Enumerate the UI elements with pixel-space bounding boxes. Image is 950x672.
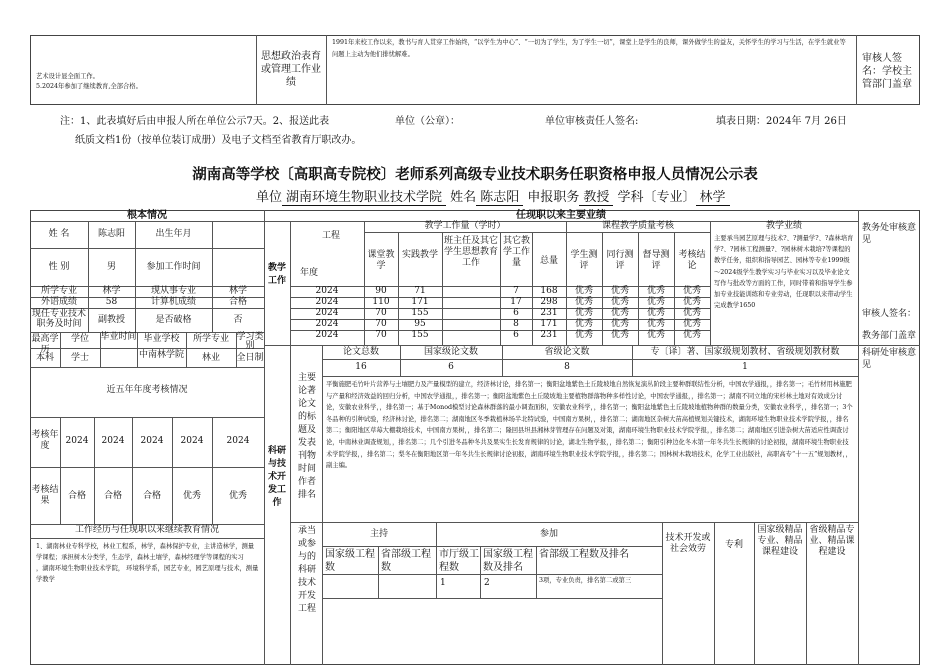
teach-cell-r0-c9: 优秀 [682,285,701,296]
teach-cell-r3-c0: 2024 [315,318,339,329]
year-label: 年度 [299,268,318,278]
unit-reviewer: 单位审核责任人签名: [545,116,639,127]
teach-cell-r1-c9: 优秀 [682,296,701,307]
teach-cell-r0-c6: 优秀 [574,285,593,296]
lang-value: 58 [105,297,118,307]
col-h4: 总量 [539,256,558,266]
assess-result-3: 优秀 [182,491,201,501]
teach-cell-r4-c9: 优秀 [682,329,701,340]
col-h6: 同行测评 [606,250,634,271]
major-value: 林学 [102,286,121,296]
teach-cell-r2-c5: 231 [540,307,558,318]
teach-cell-r1-c1: 110 [372,296,390,307]
assess-result-0: 合格 [67,491,86,501]
teach-cell-r1-c8: 优秀 [646,296,665,307]
col-h8: 考核结论 [678,250,706,271]
birth-label: 出生年月 [155,229,192,239]
research-header: 教学业绩 [765,221,802,231]
page-title: 湖南高等学校〔高职高专院校〕老师系列高级专业技术职务任职资格申报人员情况公示表 [192,166,758,183]
tech-label: 技术开发或社会效劳 [665,533,711,554]
assess-result-1: 合格 [103,491,122,501]
teach-cell-r4-c8: 优秀 [646,329,665,340]
teach-cell-r0-c1: 90 [375,285,387,296]
current-major-label: 现从事专业 [150,286,196,296]
paper-side-label: 主要论著论文的标题及发表刊物时间作者排名 [297,373,316,500]
degree-h3: 毕业学校 [143,334,180,344]
col-h2: 班主任及其它学生思想教育工作 [443,236,498,268]
col-h0: 课堂教学 [367,250,395,271]
applicant-position: 教授 [579,190,613,206]
patent-label: 专利 [724,540,743,550]
training-title: 工作经历与任现职以来继续教育情况 [74,525,219,535]
teach-cell-r3-c2: 95 [414,318,426,329]
applicant-unit: 湖南环境生物职业技术学院 [282,190,446,206]
prov-course-label: 省级精品专业、精品课程建设 [809,525,855,557]
exempt-label: 是否破格 [155,315,192,325]
count-h3: 专〔译〕著、国家级规划教材、省级规划教材数 [650,347,840,357]
course-label: 国家级精品专业、精品课程建设 [757,525,803,557]
degree-v0: 本科 [35,353,54,363]
basic-header: 根本情况 [127,210,167,221]
sub-h1: 省部级工程数 [381,549,431,573]
applicant-line: 单位 湖南环境生物职业技术学院 姓名 陈志阳 申报职务 教授 学科〔专业〕 林学 [256,189,730,206]
teach-cell-r2-c1: 70 [375,307,387,318]
review-signature-label: 审核人签名： [862,309,917,319]
teach-cell-r0-c0: 2024 [315,285,339,296]
teach-cell-r3-c8: 优秀 [646,318,665,329]
assess-year-1: 2024 [101,436,125,446]
teach-cell-r3-c6: 优秀 [574,318,593,329]
teach-cell-r3-c7: 优秀 [610,318,629,329]
major-label: 所学专业 [40,286,77,296]
teach-cell-r4-c6: 优秀 [574,329,593,340]
sub-h3: 国家级工程数及排名 [483,549,533,573]
assess-result-2: 合格 [142,491,161,501]
teach-cell-r0-c7: 优秀 [610,285,629,296]
since-header: 任现职以来主要业绩 [516,210,606,221]
sub-h2: 市厅级工程数 [439,549,479,573]
dept-seal-label: 教务部门盖章 [862,331,917,341]
teach-cell-r1-c6: 优秀 [574,296,593,307]
teach-cell-r1-c4: 17 [510,296,522,307]
teach-cell-r2-c2: 155 [411,307,429,318]
sub-h4: 省部级工程数及排名 [539,549,629,560]
teach-cell-r0-c5: 168 [540,285,558,296]
unit-seal: 单位（公章）： [395,116,460,127]
col-h5: 学生测评 [570,250,598,271]
note-line1: 注：1、此表填好后由申报人所在单位公示7天。2、报送此表 [60,116,330,127]
degree-h2: 毕业时间 [100,332,137,342]
teach-cell-r4-c4: 6 [513,329,519,340]
teach-cell-r4-c7: 优秀 [610,329,629,340]
assess-year-4: 2024 [226,436,250,446]
politics-label: 思想政治表育或管理工作业绩 [261,51,321,88]
applicant-subject: 林学 [696,190,730,206]
current-major-value: 林学 [228,286,247,296]
sub-v2: 1 [440,578,446,588]
assess-result-4: 优秀 [228,491,247,501]
degree-h4: 所学专业 [192,334,229,344]
teach-cell-r2-c6: 优秀 [574,307,593,318]
fill-date: 填表日期：2024年 7月 26日 [716,116,847,127]
workload-header: 教学工作量（学时） [424,221,506,231]
assess-year-3: 2024 [180,436,204,446]
note-line2: 纸质文档1份（按单位装订成册）及电子文档至省教育厅职改办。 [75,135,362,146]
project-label: 工程 [321,231,340,241]
work-label: 参加工作时间 [146,262,201,272]
sub-v3: 2 [484,578,490,588]
teach-cell-r2-c4: 6 [513,307,519,318]
teach-cell-r2-c8: 优秀 [646,307,665,318]
count-v2: 8 [564,362,570,372]
teach-cell-r0-c8: 优秀 [646,285,665,296]
degree-h5: 学习类别 [236,332,264,351]
teach-cell-r1-c0: 2024 [315,296,339,307]
assessment-title: 近五年年度考核情况 [106,385,188,395]
computer-label: 计算机成绩 [150,297,196,307]
teach-cell-r3-c5: 171 [540,318,558,329]
host-label: 主持 [369,529,388,539]
degree-v1: 学士 [70,353,89,363]
gender-value: 男 [106,262,116,272]
col-h3: 其它教学工作量 [502,236,530,268]
review-signature: 审核人签名：学校主管部门盖章 [862,53,912,90]
sub-h0: 国家级工程数 [325,549,375,573]
assess-year-0: 2024 [65,436,89,446]
teach-cell-r2-c0: 2024 [315,307,339,318]
teach-cell-r4-c2: 155 [411,329,429,340]
count-h0: 论文总数 [342,347,379,357]
research-review-label: 科研处审核意见 [862,348,917,370]
assess-year-label: 考核年度 [31,430,59,451]
name-label: 姓 名 [48,229,70,239]
computer-value: 合格 [228,297,247,307]
teach-cell-r1-c7: 优秀 [610,296,629,307]
sub-v4: 3项，专业负责，排名第二或第三 [539,577,632,584]
politics-text: 1991年来校工作以来，教书与育人贯穿工作始终，“以学生为中心”、“一切为了学生，为了学生一切”，课堂上是学生的良师，课外做学生的益友，关怀学生的学习与生活，在学生就业等问题上主动为他们排忧解难。 [332,39,846,58]
degree-h0: 最高学历 [31,334,59,355]
teach-cell-r4-c5: 231 [540,329,558,340]
title-label: 现任专业技术职务及时间 [32,309,87,329]
count-v0: 16 [355,362,367,372]
title-value: 副教授 [97,315,125,325]
lang-label: 外语成绩 [40,297,77,307]
teaching-side-label: 教学工作 [267,263,286,286]
count-h1: 国家级论文数 [423,347,478,357]
name-value: 陈志阳 [97,229,125,239]
exempt-value: 否 [233,315,243,325]
achievements-text: 主要承当园艺原理与技术?、?测量学?、?森林培育学?、?园林工程测量?、?园林树木栽培?等课程的教学任务，组织和指导园艺、园林等专业1999级～2024级学生教学实习与毕业实习以及毕业论文写作与批改等方面的工作，同时带着和指导学生参加专业技能训练和专业劳动，任现职以来带动学生完成教学1650 [714,235,854,310]
col-h1: 实践教学 [401,250,438,260]
degree-v4: 林业 [201,353,220,363]
teach-cell-r0-c2: 71 [414,285,426,296]
research-side-label: 科研与技术开发工作 [267,446,286,508]
teach-cell-r0-c4: 7 [513,285,519,296]
teach-cell-r4-c0: 2024 [315,329,339,340]
training-text: 1、湖南林业专科学校，林业工程系，林学，森林保护专业，主讲造林学，测量学课程；承担树木分类学，生态学，森林土壤学，森林经理学等课程的实习 ，湖南环境生物职业技术学院， 环境科学系，园艺专业，园艺原理与技术，测量学教学 [36,543,259,583]
teach-cell-r3-c1: 70 [375,318,387,329]
top-left-text: 艺术设计显全面工作。 5.2024年参加了继续教育,全部合格。 [36,73,142,90]
join-label: 参加 [539,529,558,539]
assess-year-2: 2024 [140,436,164,446]
teach-cell-r2-c9: 优秀 [682,307,701,318]
teach-cell-r3-c4: 8 [513,318,519,329]
project-side-label: 承当或参与的科研技术开发工程 [297,526,316,614]
count-h2: 省级论文数 [544,347,590,357]
quality-header: 课程教学质量考核 [601,221,674,231]
degree-v3: 中南林学院 [138,350,184,360]
teach-cell-r1-c2: 171 [411,296,429,307]
gender-label: 性 别 [48,262,70,272]
teach-cell-r4-c1: 70 [375,329,387,340]
assess-result-label: 考核结果 [31,485,59,506]
count-v1: 6 [448,362,454,372]
teach-cell-r2-c7: 优秀 [610,307,629,318]
dept-review-label: 教务处审核意见 [862,223,917,245]
degree-v5: 全日制 [236,353,264,363]
degree-h1: 学位 [70,334,89,344]
count-v3: 1 [742,362,748,372]
teach-cell-r1-c5: 298 [540,296,558,307]
applicant-name: 陈志阳 [476,190,523,206]
teach-cell-r3-c9: 优秀 [682,318,701,329]
col-h7: 督导测评 [642,250,670,271]
papers-text: 平衡施肥毛竹叶片营养与土壤肥力及产量模型的建立，经济林讨论，排名第一；衡阳盆地紫色土丘陵坡地自然恢复演丛阶段主要种群联结性分析，中国农学通报，，排名第一；毛竹材用林施肥与产量和经济效益的回归分析，中国农学通报，，排名第一；衡阳盆地紫色土丘陵坡地主要植物群落物种多样性讨论，中国农学通报，，排名第一；湖南不同立地的宋杉林土地对有效成分讨论，安徽农业科学，，排名第一；基于Monod模型讨论森林群落的最小调查面积，安徽农业科学，，排名第一；衡阳盆地紫色土丘陵坡地植物种群的数量分类，安徽农业科学，，排名第一；3个冬品种的引种试验，经济林讨论，排名第二；湖南地区冬季栽植林场半北特试验，中国南方果树，，排名第二；湖南地区杂树大苗高植规划关键技术，湖南环境生物职业技术学院学报，，排名第二；衡阳地区草莓大棚栽培技术，中国南方果树，，排名第二；隆回县坦县湘林芽管理存在问题及对策，湖南环境生物职业技术学院学报，，排名第二；湖南地区引进杂树大苗适应性调查讨论，中南林业调查规划，，排名第二；几个引进冬品种冬共及果实生长发育规律的讨论，湖北生物学报，，排名第二；衡阳引种边化冬木第一年冬共生长规律的讨论初报，湖南环境生物职业技术学院学报，，排名第二；梨冬在衡阳地区第一年冬共生长规律讨论初报，湖南环境生物职业技术学院学报，，排名第二；国林树木栽培技术，化学工业出版社，高职高专“十一五”规划教材，，副主编。 [326,381,853,470]
